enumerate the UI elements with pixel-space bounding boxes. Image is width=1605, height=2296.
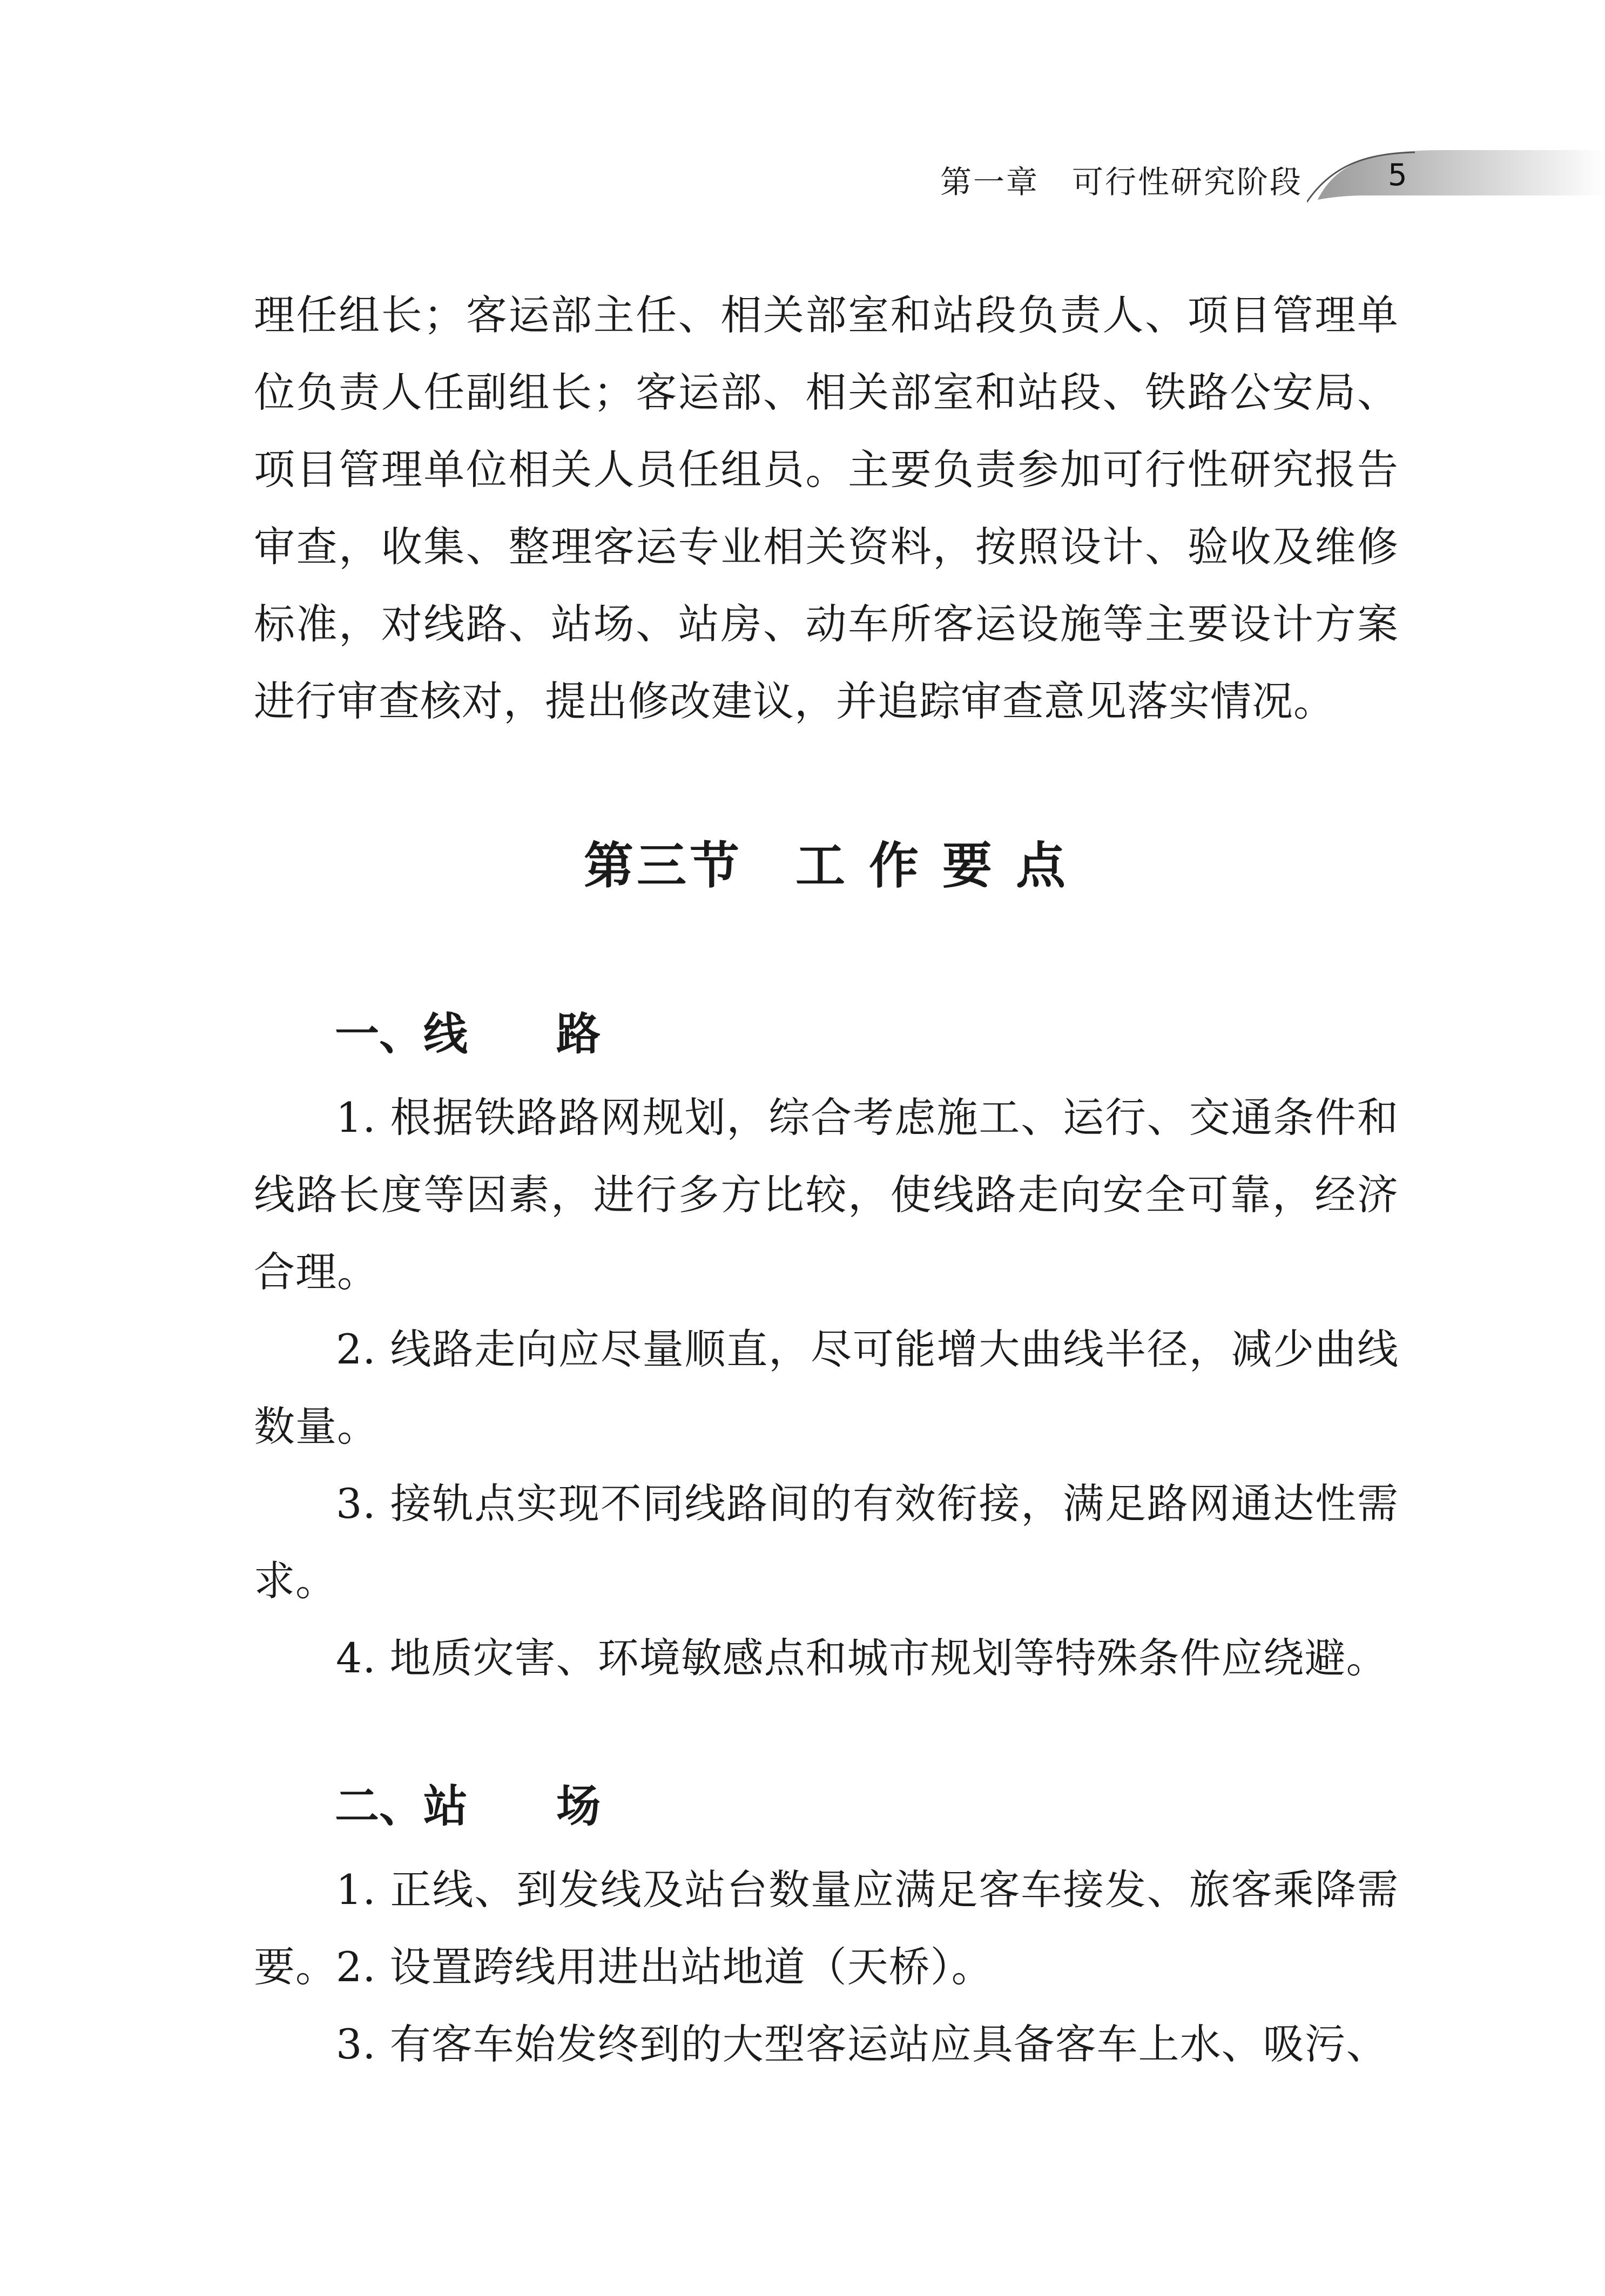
- chapter-title: 第一章 可行性研究阶段: [940, 164, 1303, 200]
- subsection-heading-station-yard: 二、站 场: [335, 1781, 601, 1832]
- intro-paragraph: 理任组长；客运部主任、相关部室和站段负责人、项目管理单位负责人任副组长；客运部、相关部室和站段、铁路公安局、项目管理单位相关人员任组员。主要负责参加可行性研究报告审查，收集、整理客运专业相关资料，按照设计、验收及维修标准，对线路、站场、站房、动车所客运设施等主要设计方案进行审查核对，提出修改建议，并追踪审查意见落实情况。: [254, 291, 1399, 725]
- page-number: 5: [1388, 158, 1407, 193]
- station-item-1: 1. 正线、到发线及站台数量应满足客车接发、旅客乘降需要。: [254, 1866, 1399, 1991]
- station-item-2: 2. 设置跨线用进出站地道（天桥）。: [336, 1943, 993, 1991]
- section-title: 第三节 工 作 要 点: [583, 837, 1069, 895]
- route-item-2: 2. 线路走向应尽量顺直，尽可能增大曲线半径，减少曲线数量。: [254, 1325, 1399, 1450]
- route-item-3: 3. 接轨点实现不同线路间的有效衔接，满足路网通达性需求。: [254, 1480, 1399, 1605]
- route-item-1: 1. 根据铁路路网规划，综合考虑施工、运行、交通条件和线路长度等因素，进行多方比较，使线路走向安全可靠，经济合理。: [254, 1093, 1399, 1296]
- station-item-3: 3. 有客车始发终到的大型客运站应具备客车上水、吸污、: [336, 2020, 1388, 2068]
- running-header: [0, 146, 1605, 205]
- subsection-heading-route: 一、线 路: [335, 1009, 601, 1060]
- route-item-4: 4. 地质灾害、环境敏感点和城市规划等特殊条件应绕避。: [336, 1634, 1388, 1682]
- header-swoosh-decoration: [1307, 146, 1605, 205]
